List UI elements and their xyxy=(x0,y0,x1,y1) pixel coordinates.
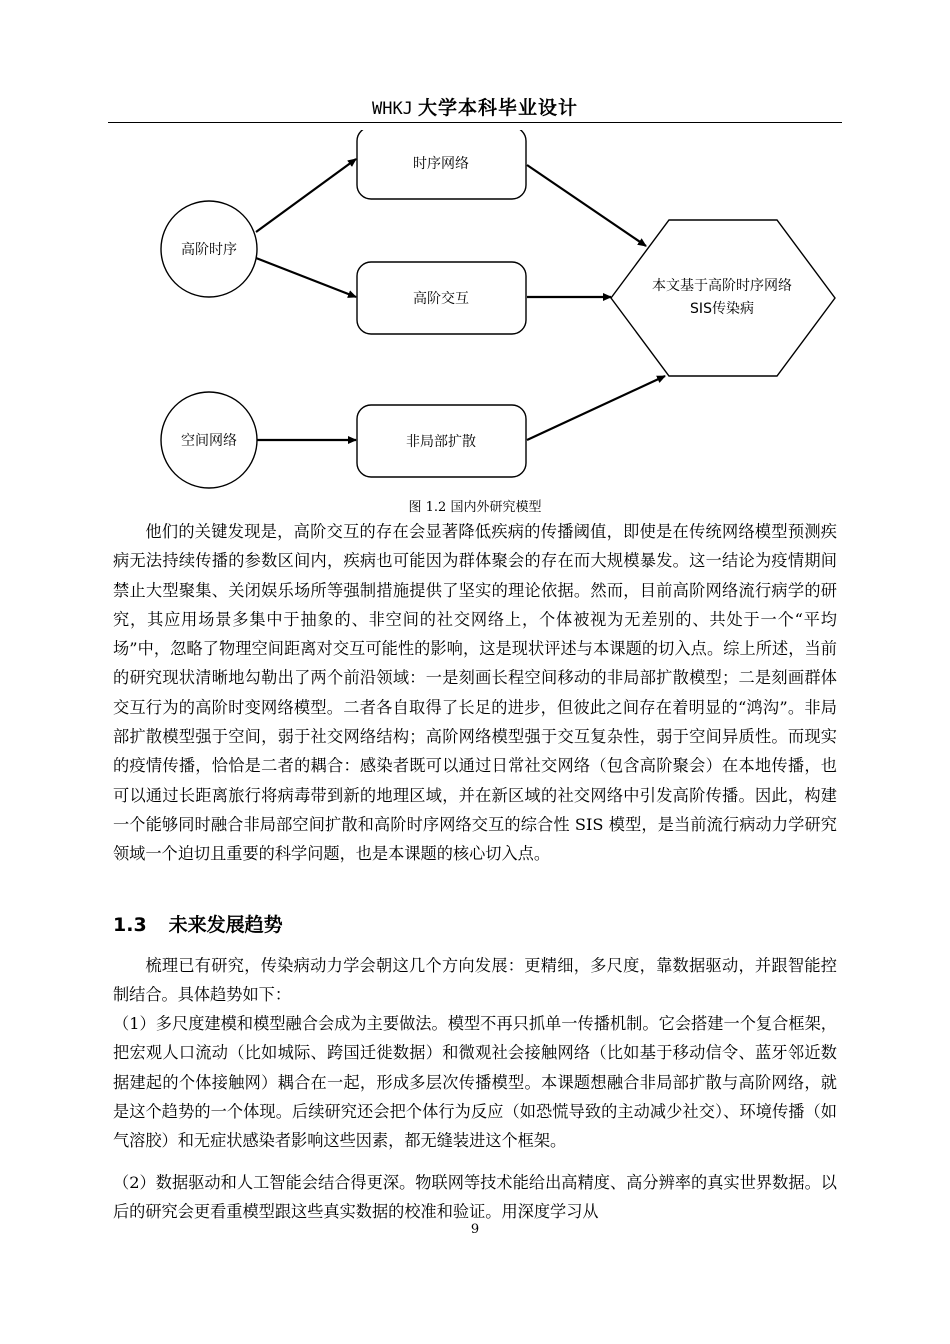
node-spatial-network-label: 空间网络 xyxy=(181,433,237,449)
node-high-order-interaction xyxy=(357,262,526,334)
section-title: 未来发展趋势 xyxy=(168,914,283,936)
research-model-diagram xyxy=(0,130,950,490)
body-paragraph-1: 他们的关键发现是，高阶交互的存在会显著降低疾病的传播阈值，即使是在传统网络模型预测疾病无法持续传播的参数区间内，疾病也可能因为群体聚会的存在而大规模暴发。这一结论为疫情期间禁止大型聚集、关闭娱乐场所等强制措施提供了坚实的理论依据。然而，目前高阶网络流行病学的研究，其应用场景多集中于抽象的、非空间的社交网络上，个体被视为无差别的、共处于一个“平均场”中，忽略了物理空间距离对交互可能性的影响，这是现状评述与本课题的切入点。综上所述，当前的研究现状清晰地勾勒出了两个前沿领域：一是刻画长程空间移动的非局部扩散模型；二是刻画群体交互行为的高阶时变网络模型。二者各自取得了长足的进步，但彼此之间存在着明显的“鸿沟”。非局部扩散模型强于空间，弱于社交网络结构；高阶网络模型强于交互复杂性，弱于空间异质性。而现实的疫情传播，恰恰是二者的耦合：感染者既可以通过日常社交网络（包含高阶聚会）在本地传播，也可以通过长距离旅行将病毒带到新的地理区域，并在新区域的社交网络中引发高阶传播。因此，构建一个能够同时融合非局部空间扩散和高阶时序网络交互的综合性 SIS 模型，是当前流行病动力学研究领域一个迫切且重要的科学问题，也是本课题的核心切入点。 xyxy=(113,522,837,864)
node-nonlocal-diffusion xyxy=(357,405,526,477)
node-temporal-network-label: 时序网络 xyxy=(413,156,469,172)
header-latin: WHKJ xyxy=(371,99,413,119)
arrow-diffusion-to-target xyxy=(527,376,665,440)
page-header xyxy=(108,96,842,123)
arrow-timeseries-to-target xyxy=(527,165,646,246)
arrow-temporal-to-interaction xyxy=(256,258,356,297)
node-temporal-network xyxy=(357,130,526,199)
body-paragraph-4: （2）数据驱动和人工智能会结合得更深。物联网等技术能给出高精度、高分辨率的真实世界数据。以后的研究会更看重模型跟这些真实数据的校准和验证。用深度学习从 xyxy=(113,1173,837,1222)
node-high-order-temporal-label: 高阶时序 xyxy=(181,242,237,258)
page-number: 9 xyxy=(470,1222,480,1237)
header-title: 大学本科毕业设计 xyxy=(418,97,579,119)
section-number: 1.3 xyxy=(113,914,147,936)
node-nonlocal-diffusion-label: 非局部扩散 xyxy=(406,434,476,450)
figure-caption: 图 1.2 国内外研究模型 xyxy=(408,500,542,515)
node-target-label-line1: 本文基于高阶时序网络 xyxy=(652,278,792,294)
node-high-order-temporal xyxy=(161,201,257,297)
section-heading xyxy=(113,910,283,937)
node-high-order-interaction-label: 高阶交互 xyxy=(413,291,469,307)
body-paragraph-2: 梳理已有研究，传染病动力学会朝这几个方向发展：更精细，多尺度，靠数据驱动，并跟智能控制结合。具体趋势如下： xyxy=(113,956,837,1005)
node-target-label-line2: SIS传染病 xyxy=(690,301,754,317)
arrow-temporal-to-timeseries xyxy=(256,159,356,232)
node-target-model xyxy=(611,220,835,376)
node-spatial-network xyxy=(161,392,257,488)
body-paragraph-3: （1）多尺度建模和模型融合会成为主要做法。模型不再只抓单一传播机制。它会搭建一个复合框架，把宏观人口流动（比如城际、跨国迁徙数据）和微观社会接触网络（比如基于移动信令、蓝牙邻近数据建起的个体接触网）耦合在一起，形成多层次传播模型。本课题想融合非局部扩散与高阶网络，就是这个趋势的一个体现。后续研究还会把个体行为反应（如恐慌导致的主动减少社交）、环境传播（如气溶胶）和无症状感染者影响这些因素，都无缝装进这个框架。 xyxy=(113,1014,837,1151)
